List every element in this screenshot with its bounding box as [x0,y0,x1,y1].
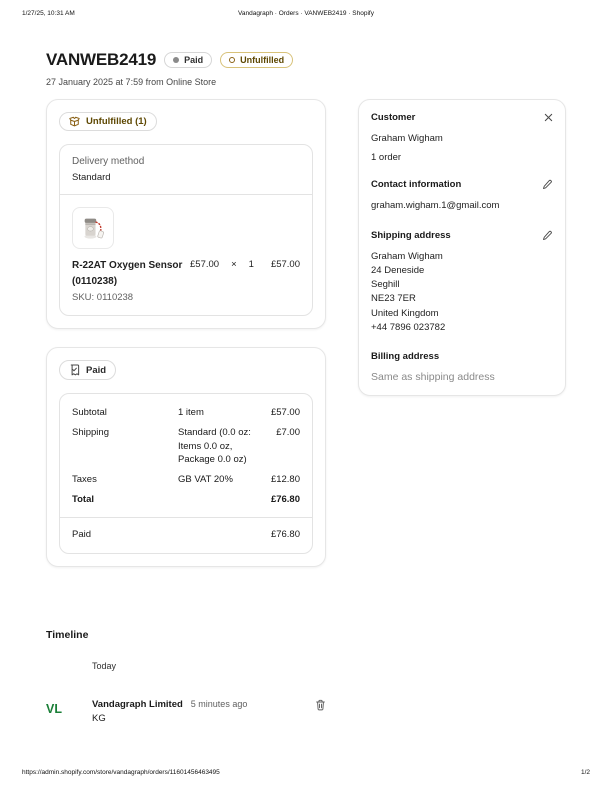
billing-address-label: Billing address [371,351,440,362]
contact-info-section [371,179,553,213]
billing-address-value: Same as shipping address [371,371,495,383]
event-author: Vandagraph Limited [92,699,183,711]
delivery-method-label: Delivery method [72,156,145,167]
billing-address-section [371,351,553,383]
shipping-address-lines: Graham Wigham 24 Deneside Seghill NE23 7ER United Kingdom +44 7896 023782 [371,250,446,333]
unit-price: £57.00 [190,259,220,270]
order-date-line: 27 January 2025 at 7:59 from Online Store [46,77,217,87]
store-avatar: VL [46,702,62,717]
customer-section [371,112,553,163]
product-title-link[interactable]: R-22AT Oxygen Sensor (0110238) [72,260,183,287]
print-datetime: 1/27/25, 10:31 AM [22,10,75,17]
paid-dot-icon [173,57,179,63]
edit-shipping-button[interactable] [542,230,553,241]
taxes-row: Taxes GB VAT 20% £12.80 [72,474,300,486]
unfulfilled-ring-icon [229,57,235,63]
multiply-sign: × [231,259,237,270]
product-sku: SKU: 0110238 [72,292,134,303]
customer-name-link[interactable]: Graham Wigham [371,133,443,144]
payment-card [46,347,326,567]
item-price-qty [190,258,254,303]
line-item [60,195,312,315]
delivery-method-section [60,145,312,194]
fulfillment-details-box [59,144,313,316]
print-page-number: 1/2 [580,769,590,776]
print-footer [22,769,590,776]
line-total: £57.00 [270,259,300,270]
trash-icon [315,699,326,711]
print-header [22,10,590,17]
unfulfilled-status-badge: Unfulfilled [220,52,293,68]
customer-email-link[interactable]: graham.wigham.1@gmail.com [371,200,500,212]
package-icon [69,116,80,127]
order-header [46,50,566,70]
payment-summary-box [59,393,313,554]
shipping-address-section [371,230,553,336]
paid-status-badge: Paid [164,52,212,68]
edit-contact-button[interactable] [542,179,553,190]
shipping-address-label: Shipping address [371,229,451,241]
timeline-event [46,699,326,724]
subtotal-row: Subtotal 1 item £57.00 [72,407,300,418]
total-row: Total £76.80 [72,493,300,505]
page-title: VANWEB2419 [46,50,157,69]
event-comment: KG [92,713,106,725]
print-url: https://admin.shopify.com/store/vandagraph/orders/11601456463495 [22,769,220,776]
quantity: 1 [248,259,254,270]
page-content [46,50,566,724]
timeline-section [46,629,326,724]
paid-row: Paid £76.80 [72,528,300,540]
shipping-row: Shipping Standard (0.0 oz: Items 0.0 oz, Package 0.0 oz) £7.00 [72,426,300,466]
print-title: Vandagraph · Orders · VANWEB2419 · Shopify [238,10,374,17]
delivery-method-value: Standard [72,172,111,183]
product-thumbnail [72,207,114,249]
remove-customer-button[interactable] [544,113,553,122]
contact-info-label: Contact information [371,179,462,191]
event-timestamp: 5 minutes ago [190,699,248,710]
customer-label: Customer [371,112,416,123]
pencil-icon [542,179,553,190]
fulfillment-card [46,99,326,329]
paid-pill-badge: Paid [59,360,116,380]
timeline-heading: Timeline [46,629,89,642]
pencil-icon [542,230,553,241]
delete-comment-button[interactable] [315,699,326,711]
unfulfilled-count-badge: Unfulfilled (1) [59,112,157,131]
receipt-check-icon [69,364,80,376]
customer-card [358,99,566,396]
timeline-group-label: Today [92,661,117,672]
customer-order-count: 1 order [371,152,402,164]
close-icon [544,113,553,122]
